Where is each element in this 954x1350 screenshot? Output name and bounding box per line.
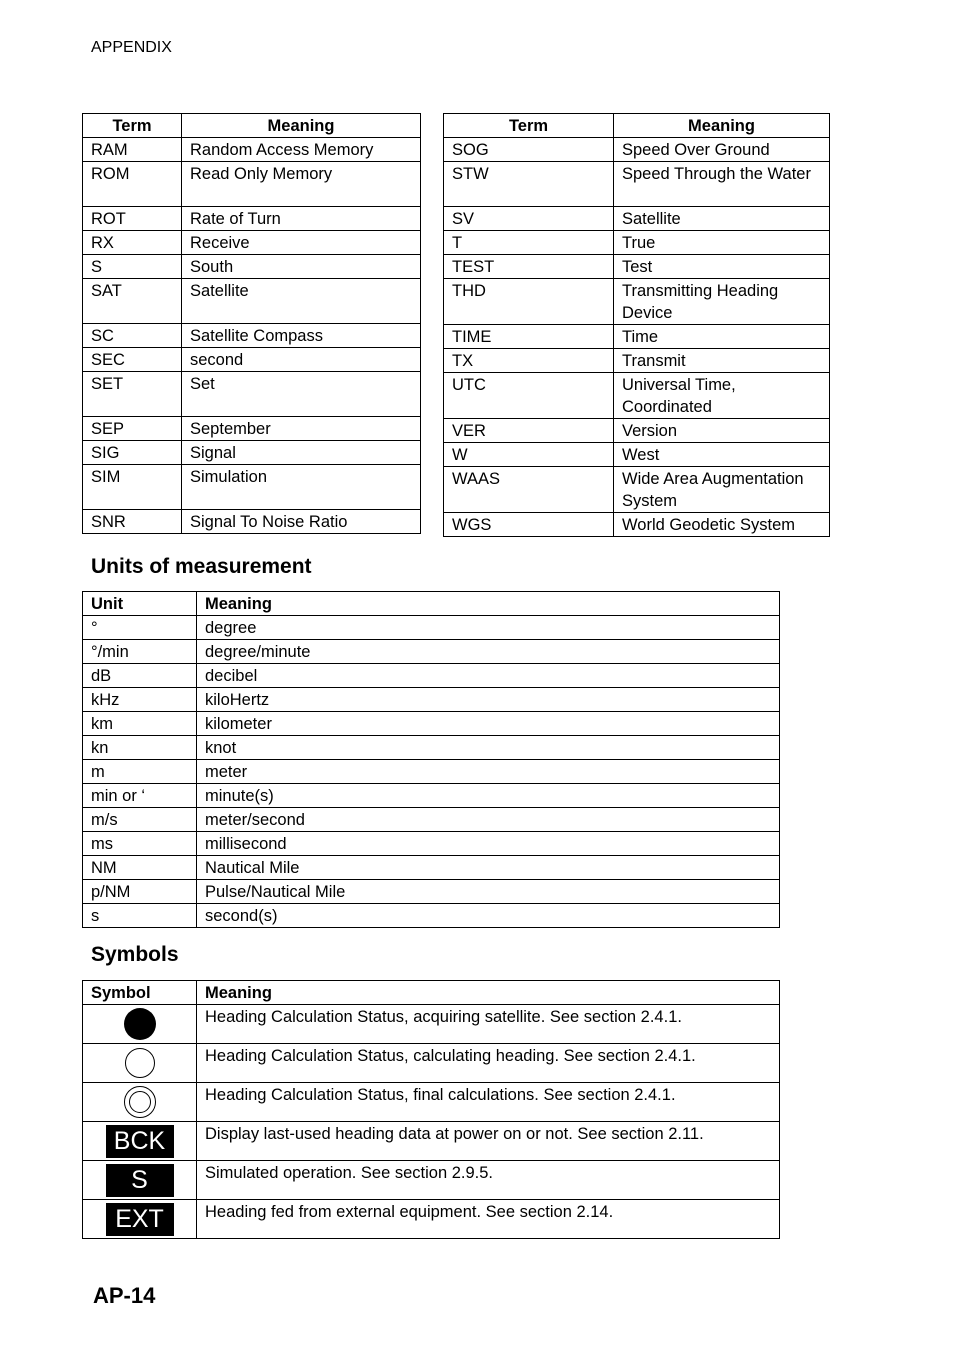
unit-cell: p/NM	[83, 880, 197, 904]
unit-header: Unit	[83, 592, 197, 616]
symbols-table	[82, 980, 780, 1239]
table-row	[83, 348, 421, 372]
table-row	[83, 784, 780, 808]
term-cell: SEP	[83, 417, 182, 441]
meaning-cell: Satellite	[614, 207, 830, 231]
term-cell: T	[444, 231, 614, 255]
table-row	[444, 325, 830, 349]
table-header-row	[83, 981, 780, 1005]
term-cell: WGS	[444, 513, 614, 537]
term-cell: W	[444, 443, 614, 467]
filled-circle-icon	[124, 1008, 156, 1040]
meaning-cell: Simulated operation. See section 2.9.5.	[197, 1161, 780, 1200]
term-cell: THD	[444, 279, 614, 325]
table-row	[83, 832, 780, 856]
meaning-cell: kiloHertz	[197, 688, 780, 712]
table-row	[444, 207, 830, 231]
term-cell: ROM	[83, 162, 182, 207]
table-row	[444, 373, 830, 419]
term-cell: STW	[444, 162, 614, 207]
unit-cell: kHz	[83, 688, 197, 712]
table-row	[444, 231, 830, 255]
meaning-cell: True	[614, 231, 830, 255]
terms-table-right	[443, 113, 830, 537]
table-row	[444, 443, 830, 467]
table-row	[83, 664, 780, 688]
table-row	[83, 231, 421, 255]
meaning-cell: Simulation	[182, 465, 421, 510]
term-cell: SOG	[444, 138, 614, 162]
table-row	[444, 349, 830, 373]
meaning-cell: Signal	[182, 441, 421, 465]
meaning-header: Meaning	[182, 114, 421, 138]
meaning-cell: knot	[197, 736, 780, 760]
meaning-cell: Transmitting Heading Device	[614, 279, 830, 325]
symbol-cell	[83, 1083, 197, 1122]
table-row	[83, 760, 780, 784]
term-cell: SAT	[83, 279, 182, 324]
table-row	[83, 1161, 780, 1200]
unit-cell: m	[83, 760, 197, 784]
table-row	[83, 880, 780, 904]
meaning-cell: Heading fed from external equipment. See section 2.14.	[197, 1200, 780, 1239]
unit-cell: s	[83, 904, 197, 928]
meaning-cell: Read Only Memory	[182, 162, 421, 207]
table-row	[444, 255, 830, 279]
table-row	[83, 640, 780, 664]
meaning-cell: Receive	[182, 231, 421, 255]
symbols-section-title: Symbols	[91, 943, 179, 966]
symbol-cell	[83, 1161, 197, 1200]
term-cell: ROT	[83, 207, 182, 231]
table-row	[83, 688, 780, 712]
table-header-row	[83, 114, 421, 138]
meaning-cell: Satellite Compass	[182, 324, 421, 348]
bck-indicator-icon: BCK	[106, 1125, 174, 1158]
meaning-cell: Speed Through the Water	[614, 162, 830, 207]
unit-cell: NM	[83, 856, 197, 880]
term-cell: SC	[83, 324, 182, 348]
table-row	[83, 372, 421, 417]
table-row	[83, 465, 421, 510]
table-row	[83, 1083, 780, 1122]
table-row	[83, 1122, 780, 1161]
unit-cell: kn	[83, 736, 197, 760]
meaning-cell: South	[182, 255, 421, 279]
meaning-cell: second(s)	[197, 904, 780, 928]
meaning-cell: Wide Area Augmentation System	[614, 467, 830, 513]
unit-cell: m/s	[83, 808, 197, 832]
table-row	[83, 441, 421, 465]
term-header: Term	[83, 114, 182, 138]
meaning-cell: Signal To Noise Ratio	[182, 510, 421, 534]
symbol-cell	[83, 1005, 197, 1044]
meaning-cell: Heading Calculation Status, calculating heading. See section 2.4.1.	[197, 1044, 780, 1083]
meaning-cell: Random Access Memory	[182, 138, 421, 162]
meaning-cell: Pulse/Nautical Mile	[197, 880, 780, 904]
table-row	[83, 1005, 780, 1044]
term-header: Term	[444, 114, 614, 138]
meaning-cell: decibel	[197, 664, 780, 688]
meaning-cell: Time	[614, 325, 830, 349]
table-row	[444, 419, 830, 443]
term-cell: SEC	[83, 348, 182, 372]
meaning-header: Meaning	[197, 981, 780, 1005]
page-header: APPENDIX	[91, 39, 172, 56]
term-cell: TX	[444, 349, 614, 373]
term-cell: VER	[444, 419, 614, 443]
term-cell: SIG	[83, 441, 182, 465]
table-row	[83, 856, 780, 880]
meaning-cell: minute(s)	[197, 784, 780, 808]
meaning-cell: degree	[197, 616, 780, 640]
table-row	[83, 808, 780, 832]
meaning-header: Meaning	[197, 592, 780, 616]
table-row	[83, 712, 780, 736]
table-row	[83, 1200, 780, 1239]
meaning-cell: Rate of Turn	[182, 207, 421, 231]
meaning-cell: Set	[182, 372, 421, 417]
table-header-row	[83, 592, 780, 616]
meaning-cell: second	[182, 348, 421, 372]
symbol-cell	[83, 1122, 197, 1161]
table-row	[83, 736, 780, 760]
unit-cell: °/min	[83, 640, 197, 664]
terms-table-left	[82, 113, 421, 534]
meaning-cell: Universal Time, Coordinated	[614, 373, 830, 419]
table-row	[83, 162, 421, 207]
unit-cell: °	[83, 616, 197, 640]
table-row	[83, 417, 421, 441]
meaning-cell: kilometer	[197, 712, 780, 736]
double-circle-icon	[124, 1086, 156, 1118]
term-cell: RX	[83, 231, 182, 255]
meaning-cell: degree/minute	[197, 640, 780, 664]
term-cell: SNR	[83, 510, 182, 534]
table-row	[444, 279, 830, 325]
term-cell: RAM	[83, 138, 182, 162]
table-row	[83, 279, 421, 324]
meaning-cell: Test	[614, 255, 830, 279]
table-row	[444, 513, 830, 537]
table-row	[83, 1044, 780, 1083]
term-cell: S	[83, 255, 182, 279]
units-section-title: Units of measurement	[91, 555, 312, 578]
meaning-cell: Heading Calculation Status, acquiring satellite. See section 2.4.1.	[197, 1005, 780, 1044]
meaning-cell: Satellite	[182, 279, 421, 324]
unit-cell: min or ‘	[83, 784, 197, 808]
meaning-header: Meaning	[614, 114, 830, 138]
term-cell: TEST	[444, 255, 614, 279]
meaning-cell: meter	[197, 760, 780, 784]
meaning-cell: Transmit	[614, 349, 830, 373]
meaning-cell: Speed Over Ground	[614, 138, 830, 162]
meaning-cell: West	[614, 443, 830, 467]
table-row	[83, 255, 421, 279]
table-row	[83, 324, 421, 348]
unit-cell: ms	[83, 832, 197, 856]
meaning-cell: September	[182, 417, 421, 441]
meaning-cell: World Geodetic System	[614, 513, 830, 537]
table-row	[83, 510, 421, 534]
term-cell: TIME	[444, 325, 614, 349]
open-circle-icon	[125, 1048, 155, 1078]
ext-indicator-icon: EXT	[106, 1203, 174, 1236]
meaning-cell: millisecond	[197, 832, 780, 856]
table-row	[83, 904, 780, 928]
table-row	[83, 616, 780, 640]
s-indicator-icon: S	[106, 1164, 174, 1197]
unit-cell: dB	[83, 664, 197, 688]
term-cell: WAAS	[444, 467, 614, 513]
units-table	[82, 591, 780, 928]
term-cell: UTC	[444, 373, 614, 419]
term-cell: SIM	[83, 465, 182, 510]
table-row	[444, 467, 830, 513]
table-row	[444, 162, 830, 207]
symbol-cell	[83, 1200, 197, 1239]
meaning-cell: Version	[614, 419, 830, 443]
unit-cell: km	[83, 712, 197, 736]
meaning-cell: Display last-used heading data at power on or not. See section 2.11.	[197, 1122, 780, 1161]
symbol-cell	[83, 1044, 197, 1083]
table-row	[83, 207, 421, 231]
meaning-cell: Heading Calculation Status, final calculations. See section 2.4.1.	[197, 1083, 780, 1122]
table-row	[444, 138, 830, 162]
table-row	[83, 138, 421, 162]
table-header-row	[444, 114, 830, 138]
term-cell: SV	[444, 207, 614, 231]
page-number: AP-14	[93, 1283, 156, 1308]
symbol-header: Symbol	[83, 981, 197, 1005]
meaning-cell: Nautical Mile	[197, 856, 780, 880]
meaning-cell: meter/second	[197, 808, 780, 832]
term-cell: SET	[83, 372, 182, 417]
